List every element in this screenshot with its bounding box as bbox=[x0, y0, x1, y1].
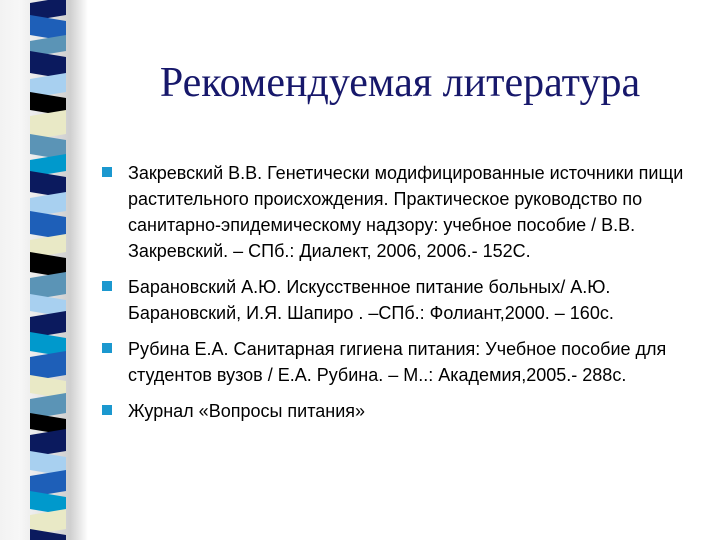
square-bullet-icon bbox=[102, 343, 112, 353]
square-bullet-icon bbox=[102, 405, 112, 415]
decorative-color-strip bbox=[0, 0, 88, 540]
list-item-text: Журнал «Вопросы питания» bbox=[128, 401, 366, 421]
slide-title: Рекомендуемая литература bbox=[159, 60, 641, 106]
list-item bbox=[100, 274, 700, 326]
list-item-text: Закревский В.В. Генетически модифицированные источники пищи растительного происхождения. Практическое руководство по санитарно-эпидемическому надзору: учебное пособие / В.В. Закревский. – СПб.: Диалект, 2006, 2006.- 152С. bbox=[128, 163, 684, 261]
list-item bbox=[100, 160, 700, 264]
list-item bbox=[100, 336, 700, 388]
literature-list bbox=[100, 160, 700, 434]
list-item-text: Барановский А.Ю. Искусственное питание больных/ А.Ю. Барановский, И.Я. Шапиро . –СПб.: Фолиант,2000. – 160с. bbox=[128, 277, 614, 323]
square-bullet-icon bbox=[102, 281, 112, 291]
list-item-text: Рубина Е.А. Санитарная гигиена питания: Учебное пособие для студентов вузов / Е.А. Рубина. – М..: Академия,2005.- 288с. bbox=[128, 339, 667, 385]
color-strip-graphic bbox=[0, 0, 88, 540]
list-item bbox=[100, 398, 700, 424]
square-bullet-icon bbox=[102, 167, 112, 177]
